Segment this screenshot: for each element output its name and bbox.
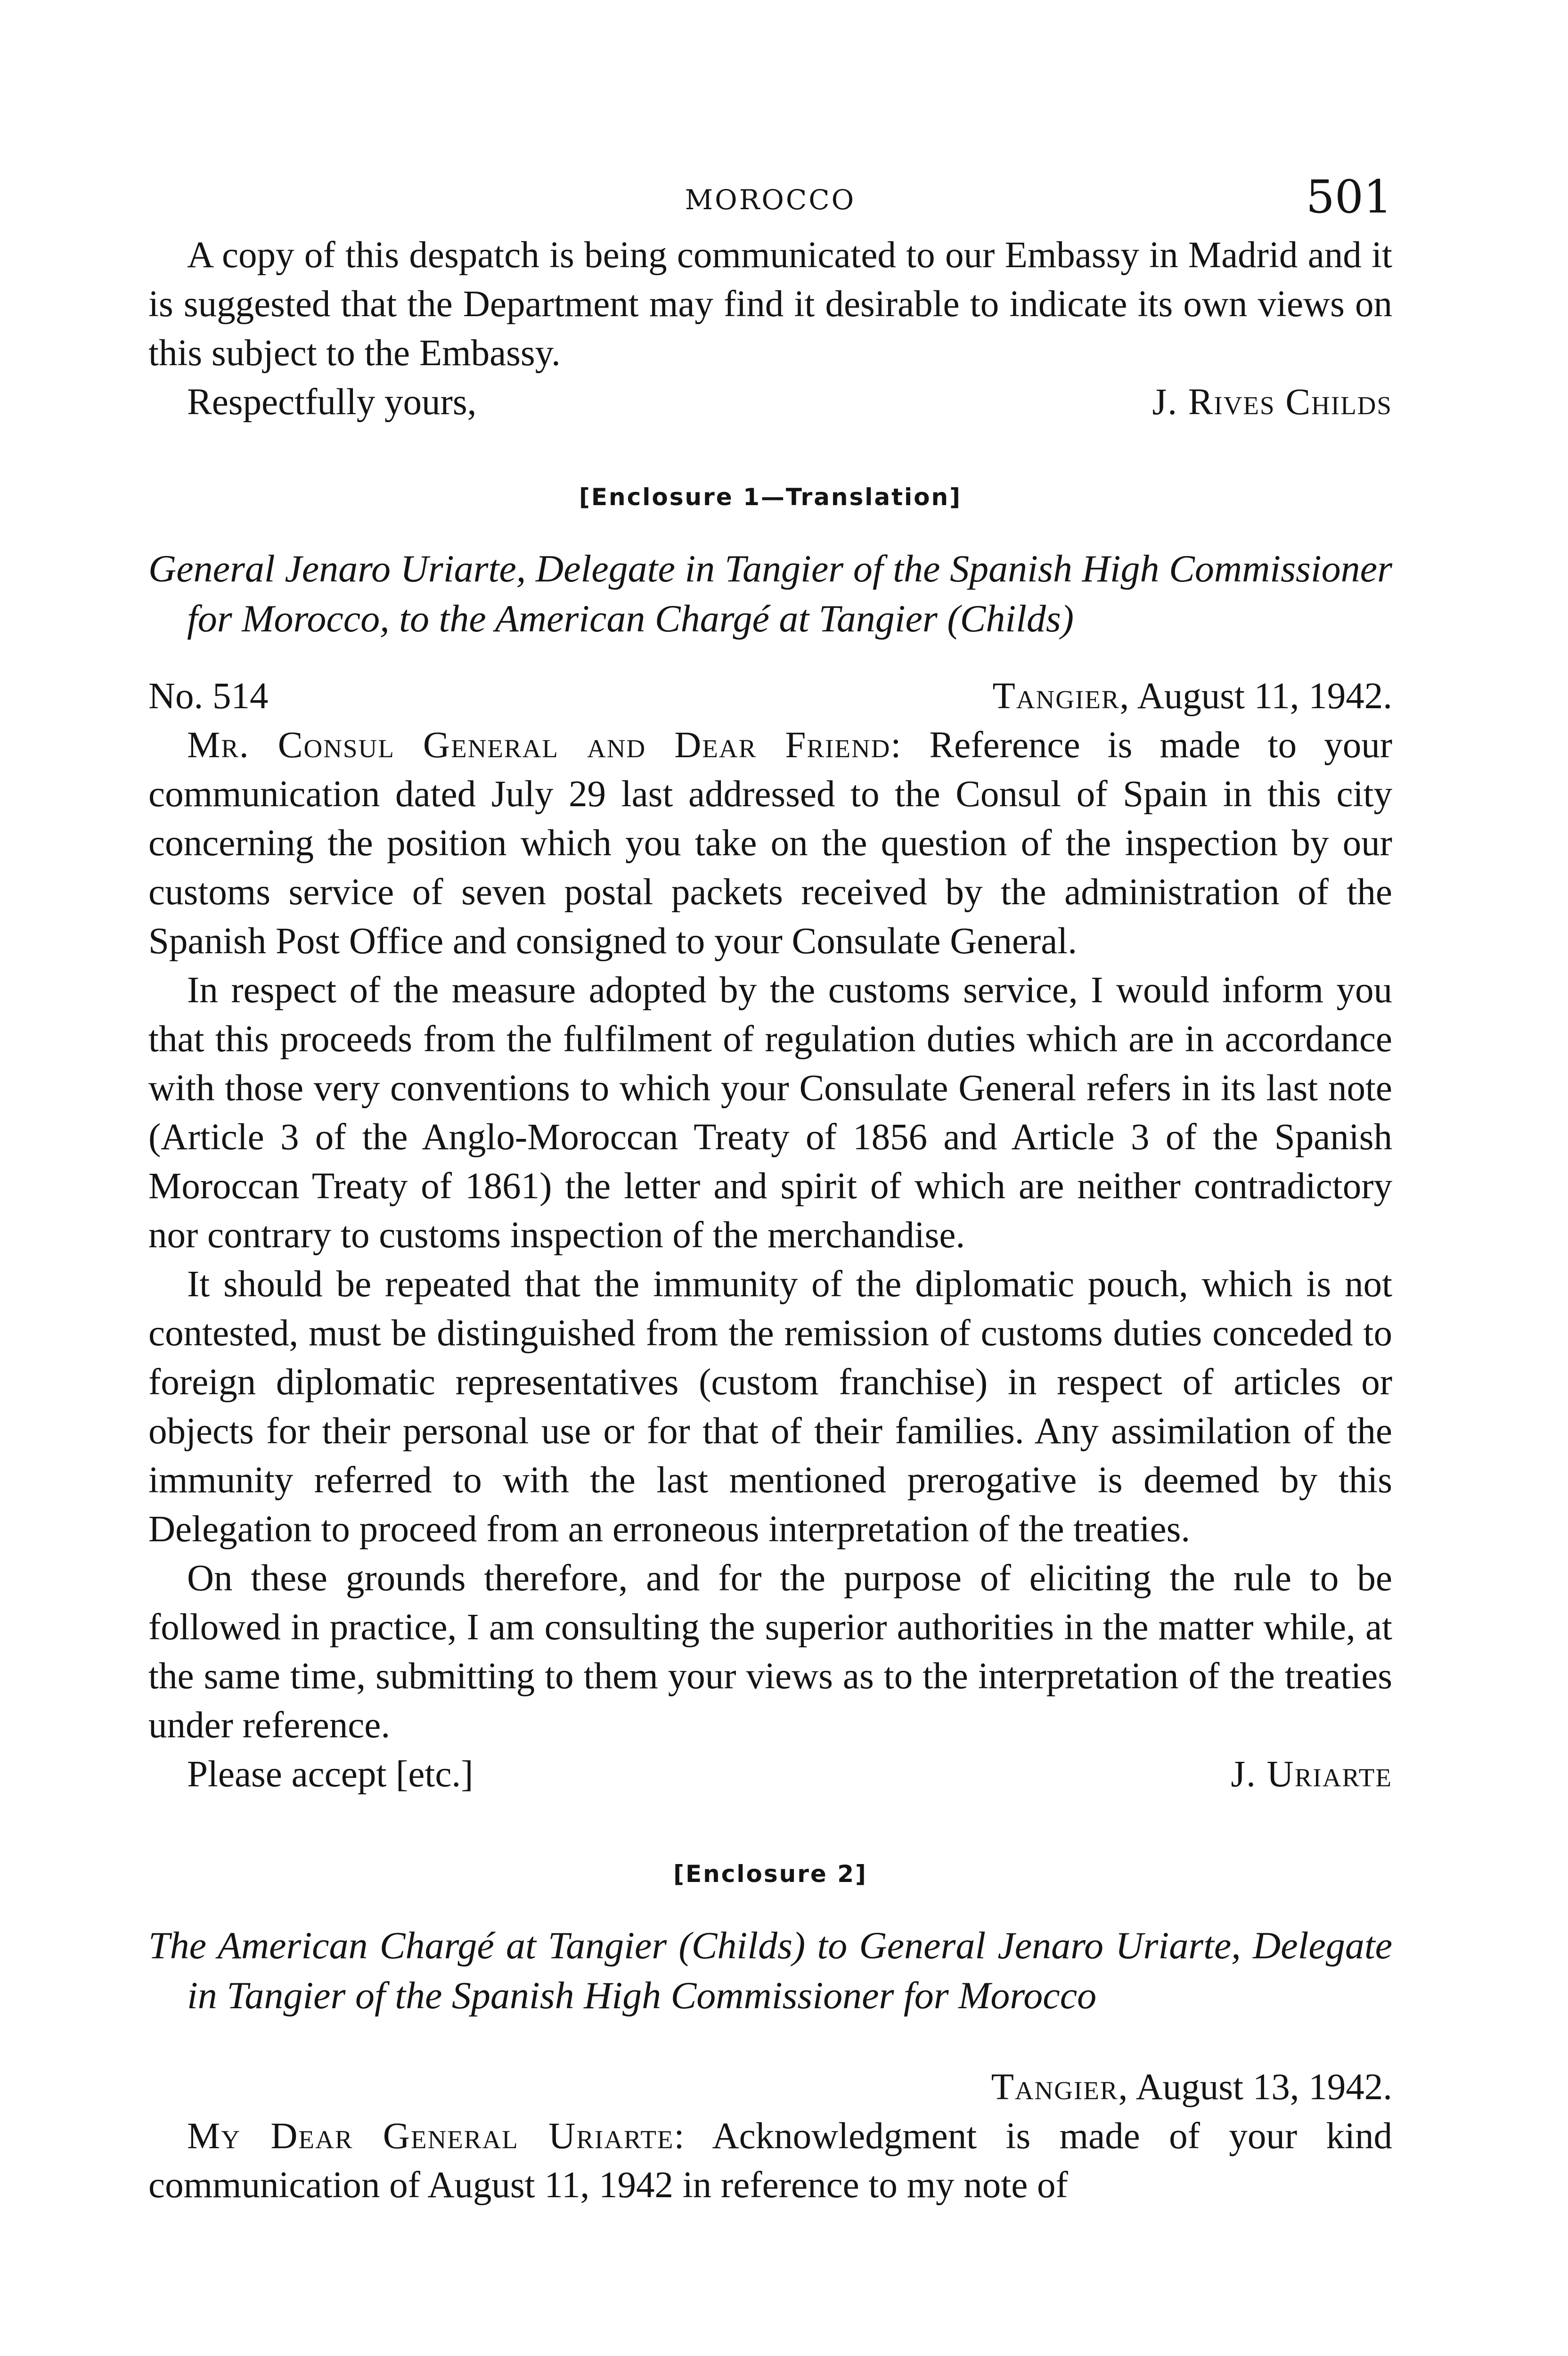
enclosure-2-place: Tangier, (991, 2067, 1129, 2108)
enclosure-1-paragraph-1 (148, 721, 1392, 966)
enclosure-1-heading: General Jenaro Uriarte, Delegate in Tangier of the Spanish High Commissioner for Morocco, to the American Chargé at Tangier (Childs) (148, 547, 1392, 640)
enclosure-1-paragraph-4: On these grounds therefore, and for the purpose of eliciting the rule to be followed in practice, I am consulting the superior authorities in the matter while, at the same time, submitting to them your views as to the interpretation of the treaties under reference. (148, 1558, 1392, 1746)
enclosure-2-heading: The American Chargé at Tangier (Childs) to General Jenaro Uriarte, Delegate in Tangier of the Spanish High Commissioner for Morocco (148, 1924, 1392, 2017)
enclosure-1-number: No. 514 (148, 676, 269, 717)
enclosure-1-paragraph-3: It should be repeated that the immunity of the diplomatic pouch, which is not contested, must be distinguished from the remission of customs duties conceded to foreign diplomatic representatives (custom franchise) in respect of articles or objects for their personal use or for that of their families. Any assimilation of the immunity referred to with the last mentioned prerogative is deemed by this Delegation to proceed from an erroneous interpretation of the treaties. (148, 1264, 1392, 1550)
enclosure-2-paragraph-1-text: Acknowledgment is made of your kind communication of August 11, 1942 in reference to my note of (148, 2116, 1392, 2206)
enclosure-1-dateline (148, 672, 1392, 721)
enclosure-1-place-date (993, 672, 1392, 721)
enclosure-2-salutation: My Dear General Uriarte: (187, 2116, 686, 2157)
despatch-signature: J. Rives Childs (1152, 382, 1392, 423)
document-page (148, 170, 1392, 2210)
despatch-closing: Respectfully yours, (187, 382, 477, 423)
enclosure-1-label: [Enclosure 1—Translation] (579, 483, 962, 511)
enclosure-1-signoff (148, 1750, 1392, 1799)
enclosure-1-paragraph-2: In respect of the measure adopted by the customs service, I would inform you that this proceeds from the fulfilment of regulation duties which are in accordance with those very conventions to which your Consulate General refers in its last note (Article 3 of the Anglo-Moroccan Treaty of 1856 and Article 3 of the Spanish Moroccan Treaty of 1861) the letter and spirit of which are neither contradictory nor contrary to customs inspection of the merchandise. (148, 970, 1392, 1256)
despatch-signoff (148, 378, 1392, 427)
enclosure-1-signature: J. Uriarte (1231, 1754, 1392, 1795)
enclosure-1-date: August 11, 1942. (1137, 676, 1392, 717)
enclosure-1-closing: Please accept [etc.] (187, 1754, 474, 1795)
running-title: MOROCCO (685, 184, 856, 216)
enclosure-2-date: August 13, 1942. (1135, 2067, 1392, 2108)
enclosure-1-place: Tangier, (992, 676, 1130, 717)
enclosure-2-dateline (148, 2063, 1392, 2112)
despatch-closing-paragraph: A copy of this despatch is being communicated to our Embassy in Madrid and it is suggested that the Department may find it desirable to indicate its own views on this subject to the Embassy. (148, 235, 1392, 374)
enclosure-2-label: [Enclosure 2] (673, 1860, 867, 1888)
enclosure-1-salutation: Mr. Consul General and Dear Friend: (187, 725, 902, 766)
enclosure-1-paragraph-1-text: Reference is made to your communication dated July 29 last addressed to the Consul of Spain in this city concerning the position which you take on the question of the inspection by our customs service of seven postal packets received by the administration of the Spanish Post Office and consigned to your Consulate General. (148, 725, 1393, 962)
enclosure-2-paragraph-1 (148, 2112, 1392, 2210)
running-head (148, 170, 1392, 231)
page-number: 501 (1306, 171, 1392, 223)
